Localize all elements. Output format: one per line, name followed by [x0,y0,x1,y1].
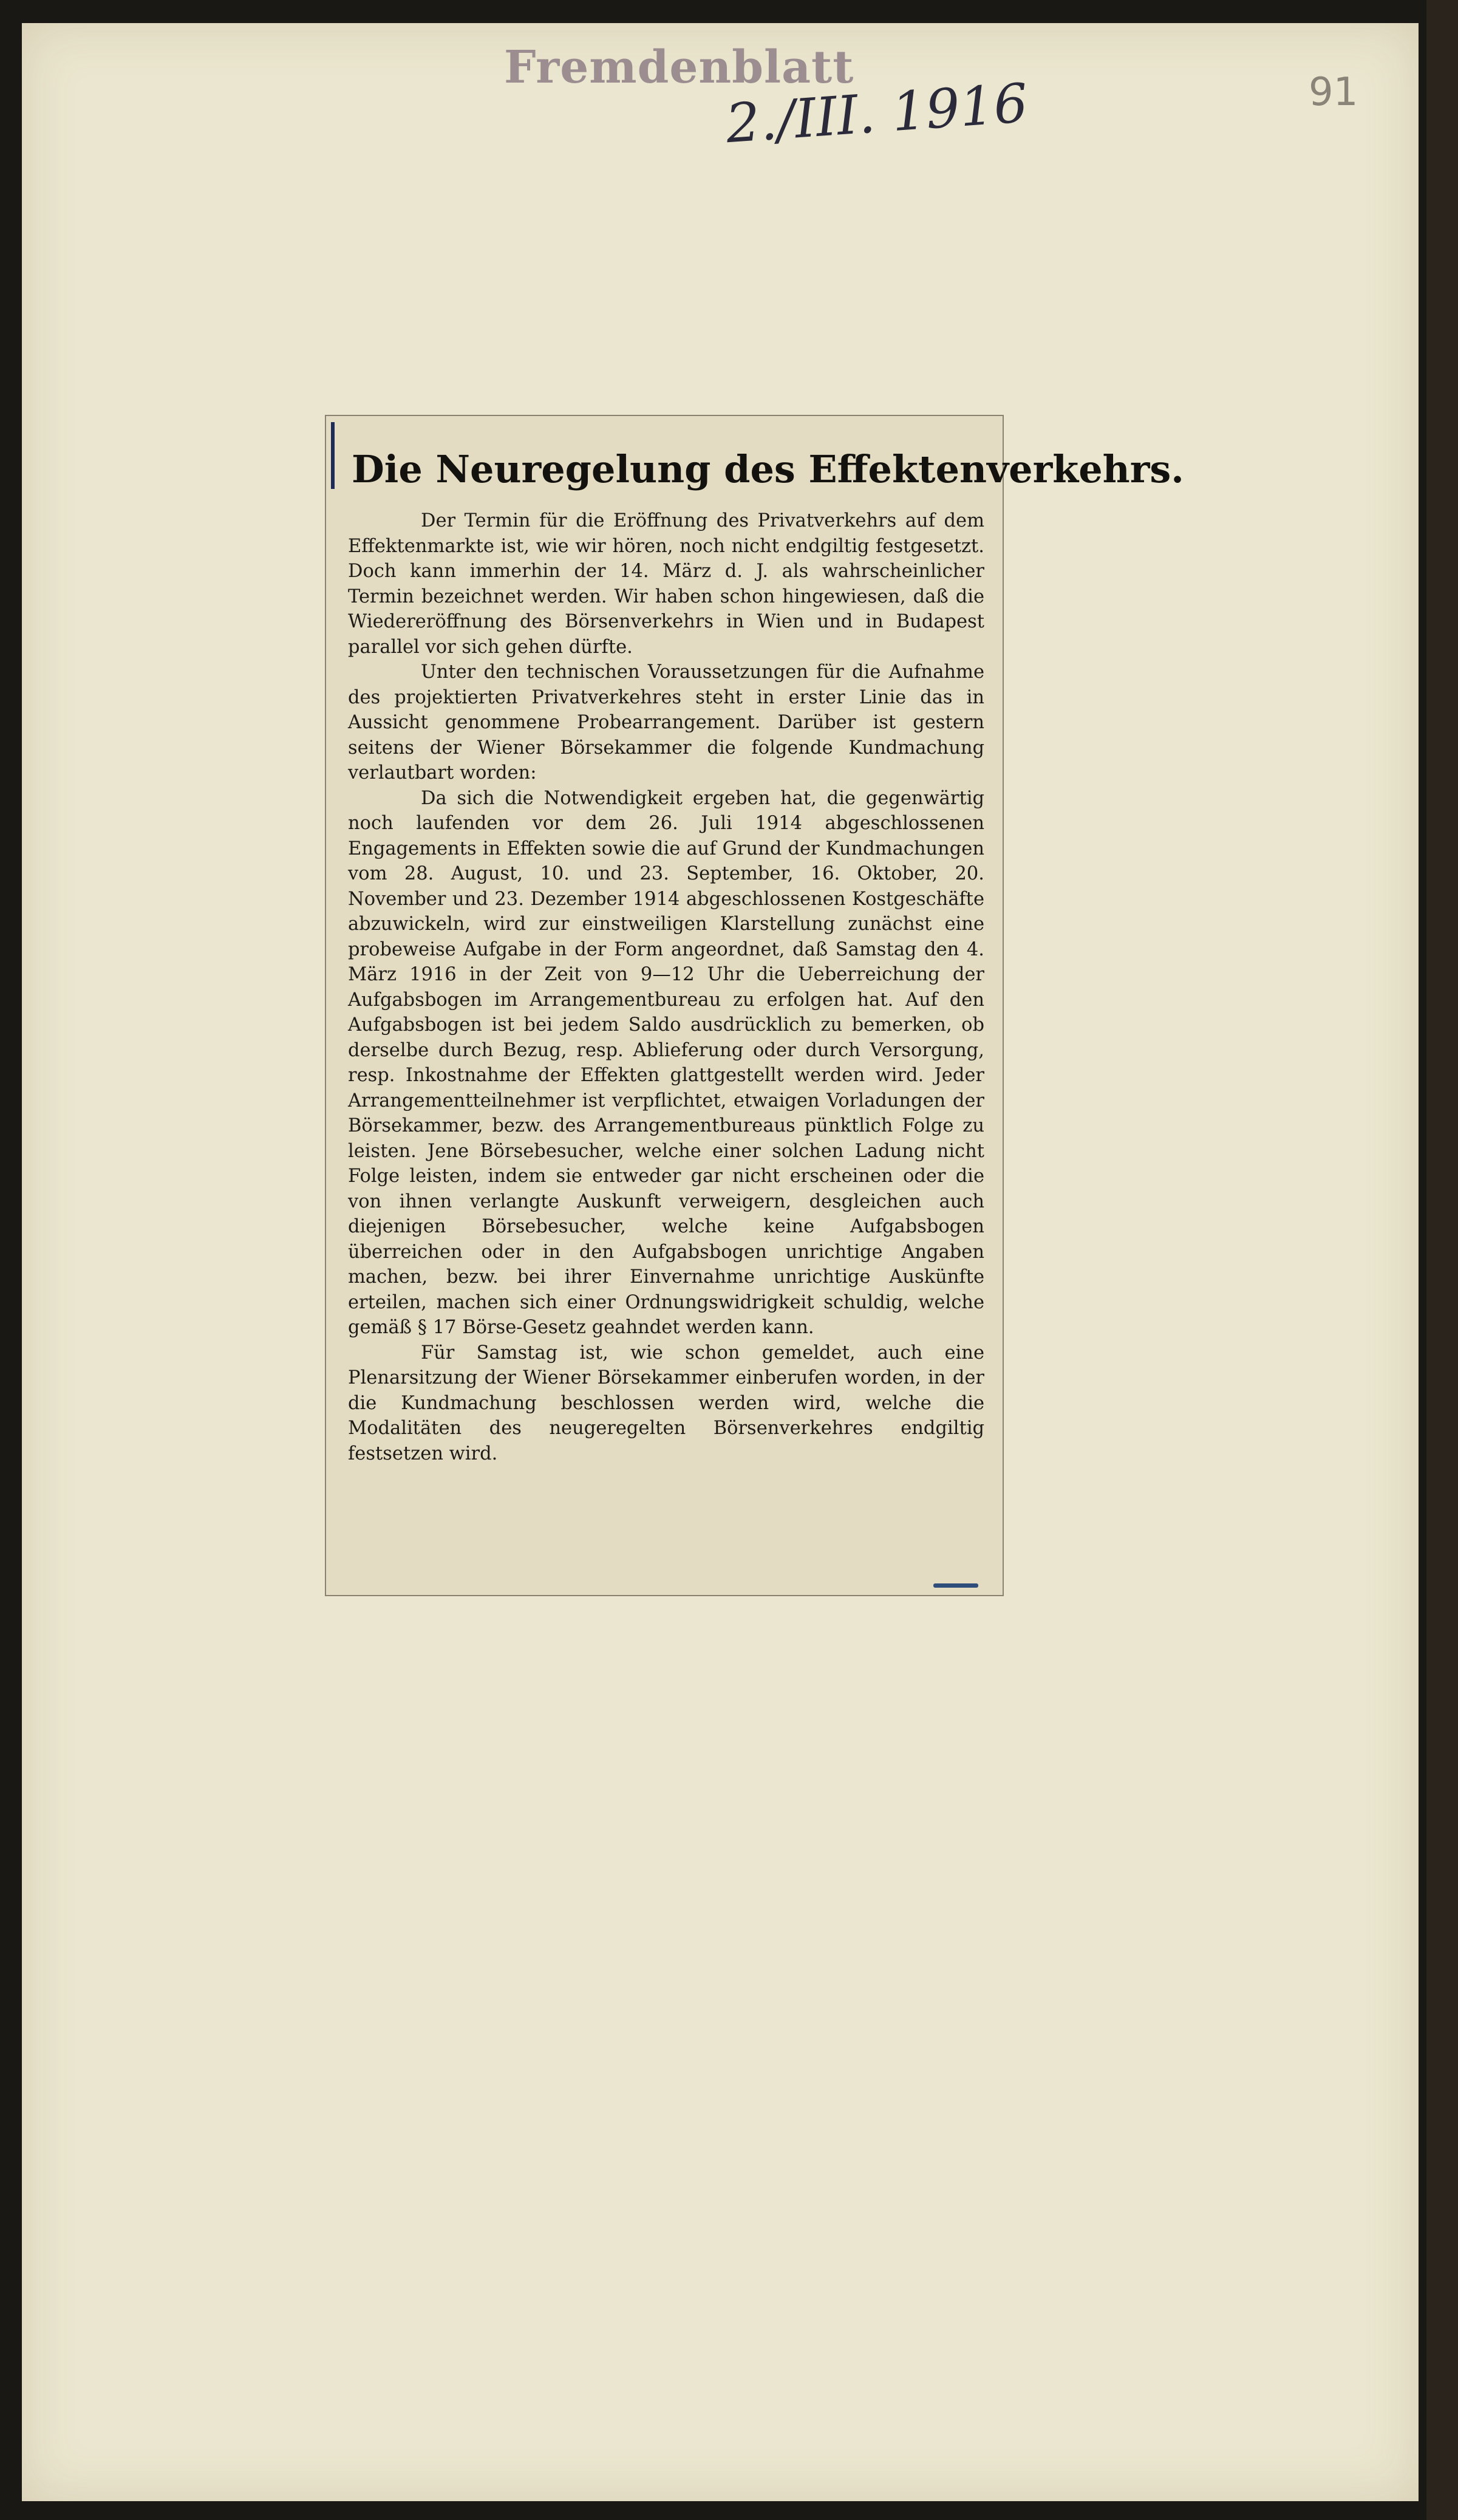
article-paragraph: Der Termin für die Eröffnung des Privatverkehrs auf dem Effektenmarkte ist, wie wir hören, noch nicht endgiltig festgesetzt. Doch kann immerhin der 14. März d. J. als wahrscheinlicher Termin bezeichnet werden. Wir haben schon hingewiesen, daß die Wiedereröffnung des Börsenverkehrs in Wien und in Budapest parallel vor sich gehen dürfte. [348,510,984,658]
article-paragraph: Da sich die Notwendigkeit ergeben hat, die gegenwärtig noch laufenden vor dem 26. Juli 1914 abgeschlossenen Engagements in Effekten sowie die auf Grund der Kundmachungen vom 28. August, 10. und 23. September, 16. Oktober, 20. November und 23. Dezember 1914 abgeschlossenen Kostgeschäfte abzuwickeln, wird zur einstweiligen Klarstellung zunächst eine probeweise Aufgabe in der Form angeordnet, daß Samstag den 4. März 1916 in der Zeit von 9—12 Uhr die Ueberreichung der Aufgabsbogen im Arrangementbureau zu erfolgen hat. Auf den Aufgabsbogen ist bei jedem Saldo ausdrücklich zu bemerken, ob derselbe durch Bezug, resp. Ablieferung oder durch Versorgung, resp. Inkostnahme der Effekten glattgestellt werden wird. Jeder Arrangementteilnehmer ist verpflichtet, etwaigen Vorladungen der Börsekammer, bezw. des Arrangementbureaus pünktlich Folge zu leisten. Jene Börsebesucher, welche einer solchen Ladung nicht Folge leisten, indem sie entweder gar nicht erscheinen oder die von ihnen verlangte Auskunft verweigern, desgleichen auch diejenigen Börsebesucher, welche keine Aufgabsbogen überreichen oder in den Aufgabsbogen unrichtige Angaben machen, bezw. bei ihrer Einvernahme unrichtige Auskünfte erteilen, machen sich einer Ordnungswidrigkeit schuldig, welche gemäß § 17 Börse-Gesetz geahndet werden kann. [348,787,984,1338]
newspaper-clipping [325,415,1184,1596]
article-headline: Die Neuregelung des Effektenverkehrs. [352,447,1184,491]
handwritten-page-number: 91 [1309,70,1358,115]
article-end-mark [933,1583,978,1588]
clipping-margin-mark [331,422,335,489]
scan-background-edge [1426,0,1458,2520]
article-paragraph: Für Samstag ist, wie schon gemeldet, auch eine Plenarsitzung der Wiener Börsekammer einberufen worden, in der die Kundmachung beschlossen werden wird, welche die Modalitäten des neugeregelten Börsenverkehres endgiltig festsetzen wird. [348,1342,984,1464]
handwritten-date: 2./III. 1916 [724,71,1030,155]
newspaper-source-stamp: Fremdenblatt [504,41,854,94]
article-paragraph: Unter den technischen Voraussetzungen für die Aufnahme des projektierten Privatverkehres steht in erster Linie das in Aussicht genommene Probearrangement. Darüber ist gestern seitens der Wiener Börsekammer die folgende Kundmachung verlautbart worden: [348,661,984,784]
